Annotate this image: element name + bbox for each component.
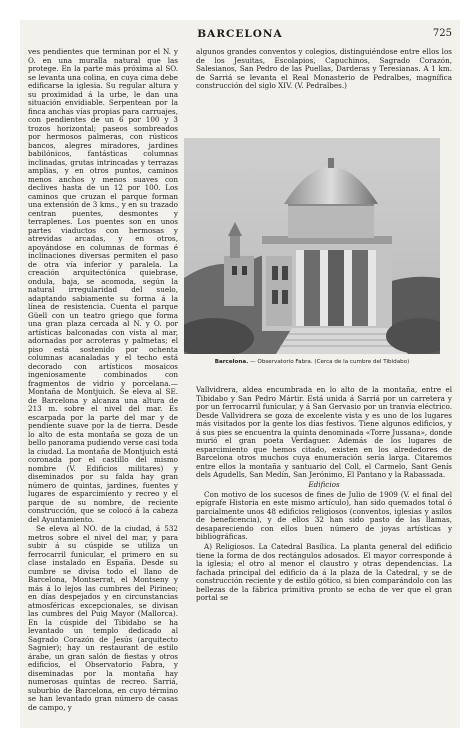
page-header — [20, 28, 460, 44]
vallvidrera-paragraph: Vallvidrera, aldea encumbrada en lo alto de la montaña, entre el Tibidabo y San Pedro Mártir. Está unida á Sarriá por un carretera y por un ferrocarril funicular, y á San Gervasio por un tranvía eléctrico. Desde Vallvidrera se goza de excelente vista y es uno de los lugares más visitados por la gente los días festivos. Tiene algunos edificios, y á sus pies se encuentra la quinta denominada «Torre Jussana», donde murió el gran poeta Verdaguer. Además de los lugares de esparcimiento que hemos citado, existen en los alrededores de Barcelona otros muchos cuya enumeración sería larga. Citaremos entre ellos la montaña y santuario del Coll, el Carmelo, Sant Genís dels Agudells, San Medín, San Jerónimo, El Pantano y la Rabassada. — [196, 386, 452, 479]
observatory-photo — [184, 138, 440, 354]
page-number: 725 — [432, 28, 452, 39]
photo-caption — [184, 359, 440, 365]
observatory-illustration — [184, 138, 440, 354]
right-column-top — [196, 48, 452, 132]
right-column-bottom — [196, 386, 452, 724]
right-top-paragraph: algunos grandes conventos y colegios, distinguiéndose entre ellos los de los Jesuitas, Escolapios, Capuchinos, Sagrado Corazón, Salesianos, San Pedro de las Puellas, Darderas y Teresianas. A 1 km. de Sarriá se levanta el Real Monasterio de Pedralbes, magnífica construcción del siglo XIV. (V. Pedralbes.) — [196, 48, 452, 90]
edificios-paragraph-2: A) Religiosos. La Catedral Basílica. La planta general del edificio tiene la forma de dos rectángulos adosados. El mayor corresponde á la iglesia; el otro al menor el claustro y otras dependencias. La fachada principal del edificio da á la plaza de la Catedral, y se de construcción reciente y de estilo gótico, si bien comparándolo con las bellezas de la fábrica primitiva pronto se echa de ver que el gran portal se — [196, 542, 452, 603]
book-page — [20, 20, 460, 728]
left-paragraph-2: Se eleva al NO. de la ciudad, á 532 metros sobre el nivel del mar, y para subir á su cúspide se utiliza un ferrocarril funicular, el primero en su clase instalado en España. Desde su cumbre se divisa todo el llano de Barcelona, Montserrat, el Montseny y más á lo lejos las cumbres del Pirineo; en días despejados y en circunstancias atmosféricas excepcionales, se divisan las cumbres del Puig Mayor (Mallorca). En la cúspide del Tibidabo se ha levantado un templo dedicado al Sagrado Corazón de Jesús (arquitecto Sagnier); hay un restaurant de estilo árabe, un gran salón de fiestas y otros edificios, el Observatorio Fabra, y diseminadas por la montaña hay numerosas quintas de recreo. Sarriá, suburbio de Barcelona, en cuyo término se han levantado gran número de casas de campo, y — [28, 524, 178, 712]
left-column — [28, 48, 178, 723]
caption-text: — Observatorio Fabra. (Cerca de la cumbre del Tibidabo) — [248, 359, 410, 365]
caption-place: Barcelona. — [214, 359, 249, 365]
running-title: BARCELONA — [197, 28, 283, 40]
left-paragraph-1: ves pendientes que terminan por el N. y O. en una muralla natural que las protege. En la parte más próxima al SO. se levanta una colina, en cuya cima debe edificarse la iglesia. Su regular altura y su proximidad á la urbe, le dan una situación envidiable. Serpentean por la finca anchas vías propias para carruajes, con pendientes de un 6 por 100 y 3 trozos horizontal; paseos sombreados por hermosos palmeras, con rústicos bancos, alegres miradores, jardines babilónicos, fantásticas columnas inclinadas, grutas intrincadas y terrazas amplias, y en otros puntos, caminos menos anchos y menos suaves con declives hasta de un 12 por 100. Los caminos que cruzan el parque forman una extensión de 3 kms., y en su trazado centran puentes, desmontes y terraplenes. Los puentes son en unos partes viaductos con hermosas y atrevidas arcadas, y en otros, apoyándose en columnas de formas é inclinaciones diversas permiten el paso de otra vía inferior y paralela. La creación arquitectónica quiebrase, ondula, baja, se acomoda, según la natural irregularidad del suelo, adaptando sabiamente su forma á la línea de resistencia. Cuenta el parque Güell con un teatro griego que forma una gran plaza cercada al N. y O. por artísticas balconadas con vista al mar, adornadas por acroteras y palmetas; el piso está sostenido por ochenta columnas acanaladas y el techo está decorado con artísticos mosaicos ingeniosamente combinados con fragmentos de vidrio y porcelana.—Montaña de Montjuich. Se eleva al SE. de Barcelona y alcanza una altura de 213 m. sobre el nivel del mar. Es escarpada por la parte del mar y de pendiente suave por la de tierra. Desde lo alto de esta montaña se goza de un bello panorama pudiendo verse casi toda la ciudad. La montaña de Montjuich está coronada por el castillo del mismo nombre (V. Edificios militares) y diseminados por su falda hay gran número de quintas, jardines, fuentes y lugares de esparcimiento y recreo y el parque de su nombre, de reciente construcción, que se colocó á la cabeza del Ayuntamiento. — [28, 48, 178, 524]
edificios-paragraph-1: Con motivo de los sucesos de fines de Julio de 1909 (V. el final del epígrafe Historia en este mismo artículo), han sido quemados total ó parcialmente unos 48 edificios religiosos (conventos, iglesias y asilos de beneficencia), y de ellos 32 han sido pasto de las llamas, desapareciendo con ellos buen número de joyas artísticas y bibliográficas. — [196, 489, 452, 542]
section-heading-edificios: Edificios — [308, 479, 340, 489]
